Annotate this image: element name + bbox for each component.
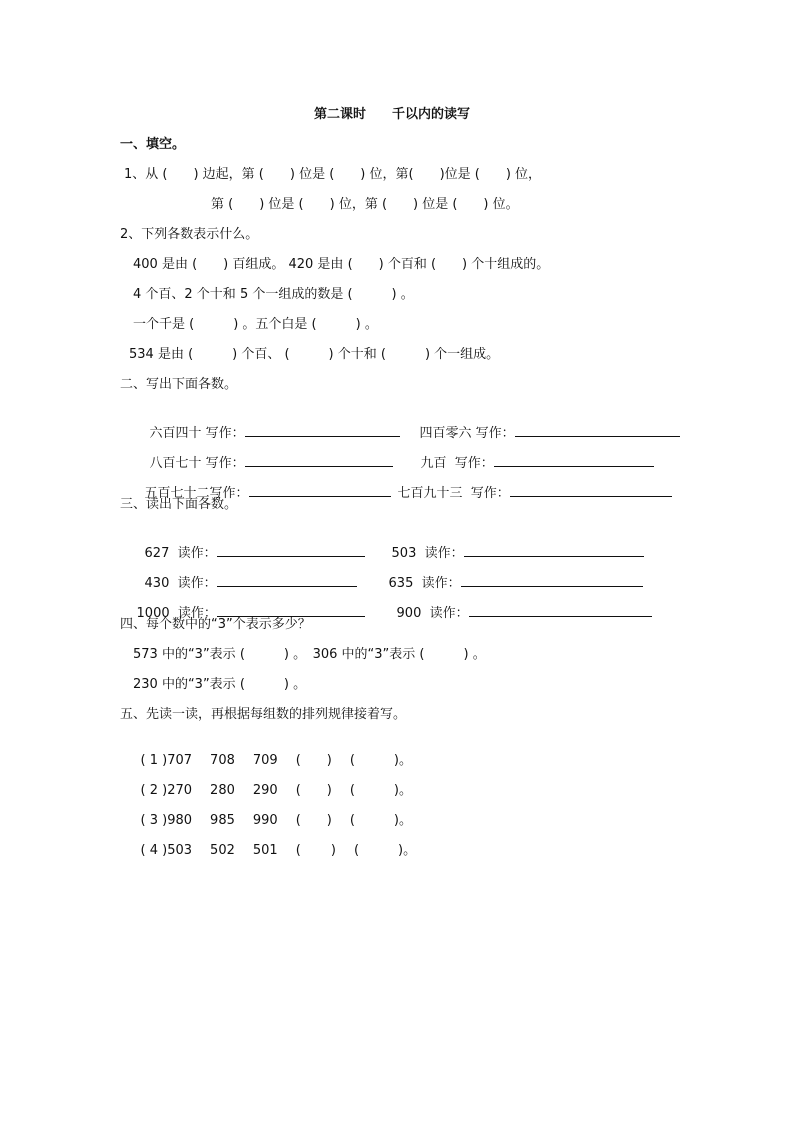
digit-meaning-line-1: 573 中的“3”表示 ( ) 。 306 中的“3”表示 ( ) 。 bbox=[133, 647, 486, 662]
section-2-heading: 二、写出下面各数。 bbox=[120, 377, 238, 392]
write-item-label: 九百 写作： bbox=[420, 456, 494, 471]
section-3-heading: 三、读出下面各数。 bbox=[120, 497, 238, 512]
answer-blank[interactable] bbox=[249, 483, 391, 497]
read-item-label: 503 读作： bbox=[391, 546, 464, 561]
sequence-number: 980 bbox=[167, 813, 193, 828]
sequence-index: ( 1 ) bbox=[140, 753, 168, 768]
period: 。 bbox=[399, 813, 413, 828]
period: 。 bbox=[399, 783, 413, 798]
period: 。 bbox=[399, 753, 413, 768]
answer-paren[interactable]: ( ) bbox=[353, 843, 404, 858]
sequence-number: 503 bbox=[167, 843, 193, 858]
answer-blank[interactable] bbox=[217, 543, 365, 557]
question-1-line-1: 1、从 ( ) 边起，第 ( ) 位是 ( ) 位，第( )位是 ( ) 位， bbox=[124, 167, 542, 182]
answer-paren[interactable]: ( ) bbox=[295, 753, 332, 768]
answer-blank[interactable] bbox=[217, 603, 365, 617]
sequence-number: 502 bbox=[210, 843, 235, 858]
question-2-line-2: 4 个百、2 个十和 5 个一组成的数是 ( ) 。 bbox=[133, 287, 414, 302]
read-item-6 bbox=[380, 587, 652, 638]
digit-meaning-line-2: 230 中的“3”表示 ( ) 。 bbox=[133, 677, 307, 692]
answer-blank[interactable] bbox=[510, 483, 672, 497]
sequence-index: ( 2 ) bbox=[140, 783, 168, 798]
question-2-line-4: 534 是由 ( ) 个百、 ( ) 个十和 ( ) 个一组成。 bbox=[129, 347, 500, 362]
sequence-index: ( 4 ) bbox=[140, 843, 168, 858]
answer-blank[interactable] bbox=[464, 543, 644, 557]
answer-paren[interactable]: ( ) bbox=[295, 843, 336, 858]
answer-blank[interactable] bbox=[469, 603, 652, 617]
write-item-label: 七百九十三 写作： bbox=[397, 486, 510, 501]
answer-paren[interactable]: ( ) bbox=[349, 783, 400, 798]
period: 。 bbox=[403, 843, 417, 858]
answer-blank[interactable] bbox=[245, 453, 393, 467]
section-5-heading: 五、先读一读，再根据每组数的排列规律接着写。 bbox=[120, 707, 407, 722]
read-item-label: 900 读作： bbox=[396, 606, 469, 621]
write-item-label: 五百七十二写作： bbox=[144, 486, 249, 501]
write-item-label: 八百七十 写作： bbox=[149, 456, 245, 471]
answer-blank[interactable] bbox=[217, 573, 357, 587]
sequence-number: 709 bbox=[252, 753, 278, 768]
answer-paren[interactable]: ( ) bbox=[295, 813, 332, 828]
answer-blank[interactable] bbox=[515, 423, 680, 437]
question-2-heading: 2、下列各数表示什么。 bbox=[120, 227, 259, 242]
sequence-number: 501 bbox=[252, 843, 278, 858]
answer-blank[interactable] bbox=[494, 453, 654, 467]
write-item-6 bbox=[381, 467, 672, 518]
answer-paren[interactable]: ( ) bbox=[295, 783, 332, 798]
answer-paren[interactable]: ( ) bbox=[349, 813, 400, 828]
answer-paren[interactable]: ( ) bbox=[349, 753, 400, 768]
answer-blank[interactable] bbox=[461, 573, 643, 587]
page-title: 第二课时 千以内的读写 bbox=[314, 107, 471, 122]
sequence-index: ( 3 ) bbox=[140, 813, 168, 828]
section-4-heading: 四、每个数中的“3”个表示多少？ bbox=[120, 617, 311, 632]
sequence-number: 290 bbox=[252, 783, 278, 798]
read-item-label: 627 读作： bbox=[144, 546, 217, 561]
sequence-number: 985 bbox=[210, 813, 235, 828]
write-item-label: 六百四十 写作： bbox=[149, 426, 245, 441]
answer-blank[interactable] bbox=[245, 423, 400, 437]
read-item-label: 1000 读作： bbox=[136, 606, 217, 621]
sequence-number: 280 bbox=[210, 783, 235, 798]
question-1-line-2: 第 ( ) 位是 ( ) 位，第 ( ) 位是 ( ) 位。 bbox=[211, 197, 519, 212]
question-2-line-1: 400 是由 ( ) 百组成。 420 是由 ( ) 个百和 ( ) 个十组成的。 bbox=[133, 257, 550, 272]
sequence-number: 990 bbox=[252, 813, 278, 828]
section-1-heading: 一、填空。 bbox=[120, 137, 186, 152]
write-item-label: 四百零六 写作： bbox=[419, 426, 515, 441]
question-2-line-3: 一个千是 ( ) 。五个白是 ( ) 。 bbox=[133, 317, 378, 332]
sequence-number: 708 bbox=[210, 753, 235, 768]
read-item-label: 430 读作： bbox=[144, 576, 217, 591]
sequence-row-4 bbox=[124, 827, 416, 875]
read-item-label: 635 读作： bbox=[388, 576, 461, 591]
sequence-number: 707 bbox=[167, 753, 193, 768]
sequence-number: 270 bbox=[167, 783, 193, 798]
